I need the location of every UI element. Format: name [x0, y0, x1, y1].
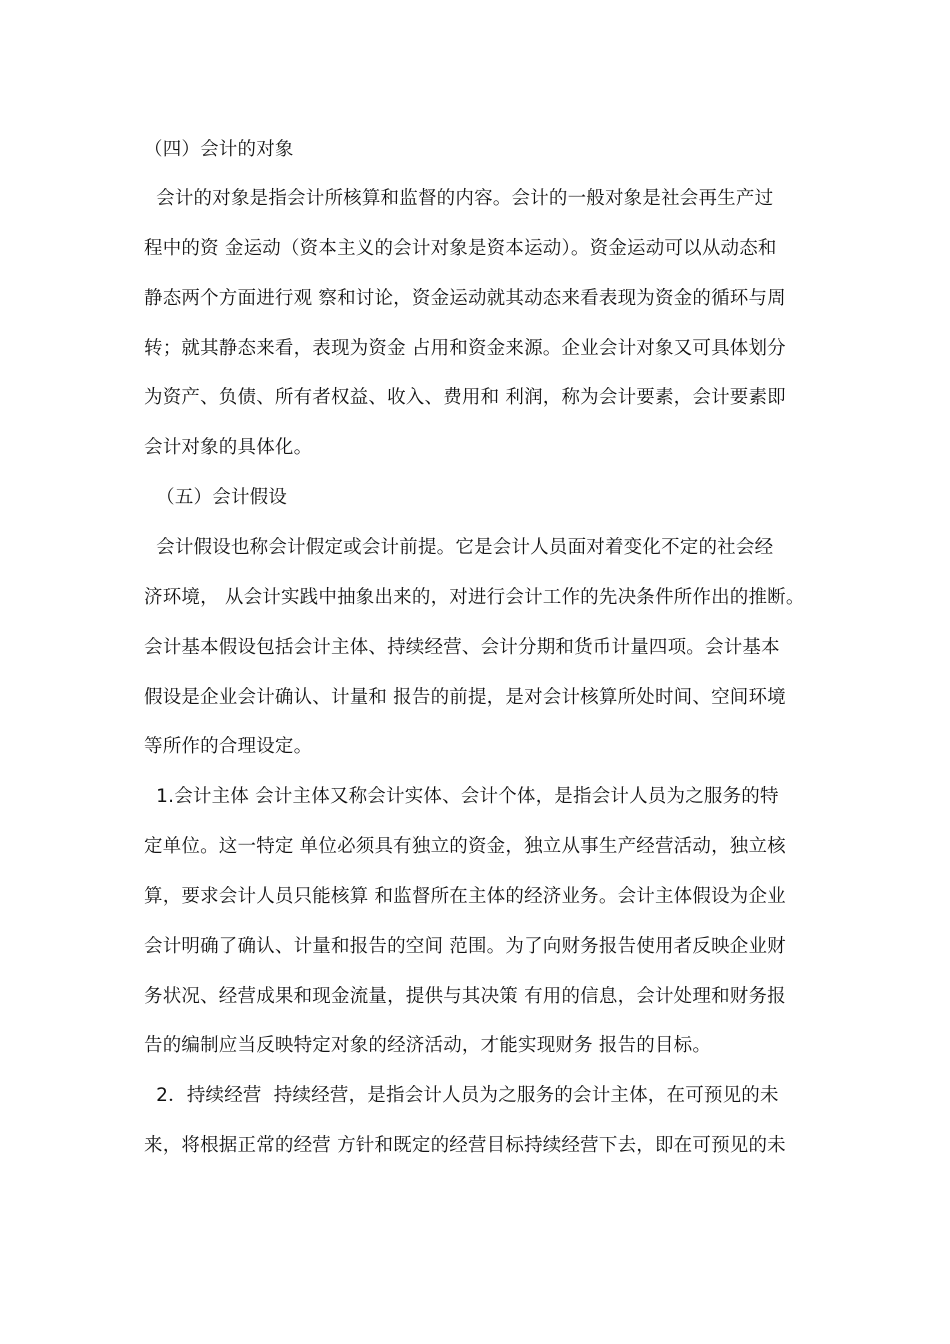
text-line: 假设是企业会计确认、计量和 报告的前提，是对会计核算所处时间、空间环境: [144, 687, 786, 708]
text-line: 会计对象的具体化。: [144, 437, 313, 458]
text-line: 济环境， 从会计实践中抽象出来的，对进行会计工作的先决条件所作出的推断。: [144, 587, 805, 608]
text-line: 会计明确了确认、计量和报告的空间 范围。为了向财务报告使用者反映企业财: [144, 936, 786, 957]
text-line: 静态两个方面进行观 察和讨论，资金运动就其动态来看表现为资金的循环与周: [144, 288, 786, 309]
text-line: 程中的资 金运动（资本主义的会计对象是资本运动）。资金运动可以从动态和: [144, 238, 777, 259]
text-line: 来，将根据正常的经营 方针和既定的经营目标持续经营下去，即在可预见的未: [144, 1135, 786, 1156]
text-line: 会计基本假设包括会计主体、持续经营、会计分期和货币计量四项。会计基本: [144, 637, 780, 658]
text-line: 等所作的合理设定。: [144, 736, 313, 757]
text-line: 为资产、负债、所有者权益、收入、费用和 利润，称为会计要素，会计要素即: [144, 387, 786, 408]
section-heading-4: （四）会计的对象: [144, 139, 294, 160]
text-line: 告的编制应当反映特定对象的经济活动，才能实现财务 报告的目标。: [144, 1035, 712, 1056]
text-line: 转；就其静态来看，表现为资金 占用和资金来源。企业会计对象又可具体划分: [144, 338, 786, 359]
text-line: 会计的对象是指会计所核算和监督的内容。会计的一般对象是社会再生产过: [144, 188, 774, 209]
text-line: 会计假设也称会计假定或会计前提。它是会计人员面对着变化不定的社会经: [144, 537, 774, 558]
text-line: 算，要求会计人员只能核算 和监督所在主体的经济业务。会计主体假设为企业: [144, 886, 786, 907]
text-line: 务状况、经营成果和现金流量，提供与其决策 有用的信息，会计处理和财务报: [144, 986, 786, 1007]
text-line: 1.会计主体 会计主体又称会计实体、会计个体，是指会计人员为之服务的特: [144, 786, 779, 807]
section-heading-5: （五）会计假设: [144, 487, 288, 508]
text-line: 2．持续经营 持续经营，是指会计人员为之服务的会计主体，在可预见的未: [144, 1085, 779, 1106]
text-line: 定单位。这一特定 单位必须具有独立的资金，独立从事生产经营活动，独立核: [144, 836, 786, 857]
